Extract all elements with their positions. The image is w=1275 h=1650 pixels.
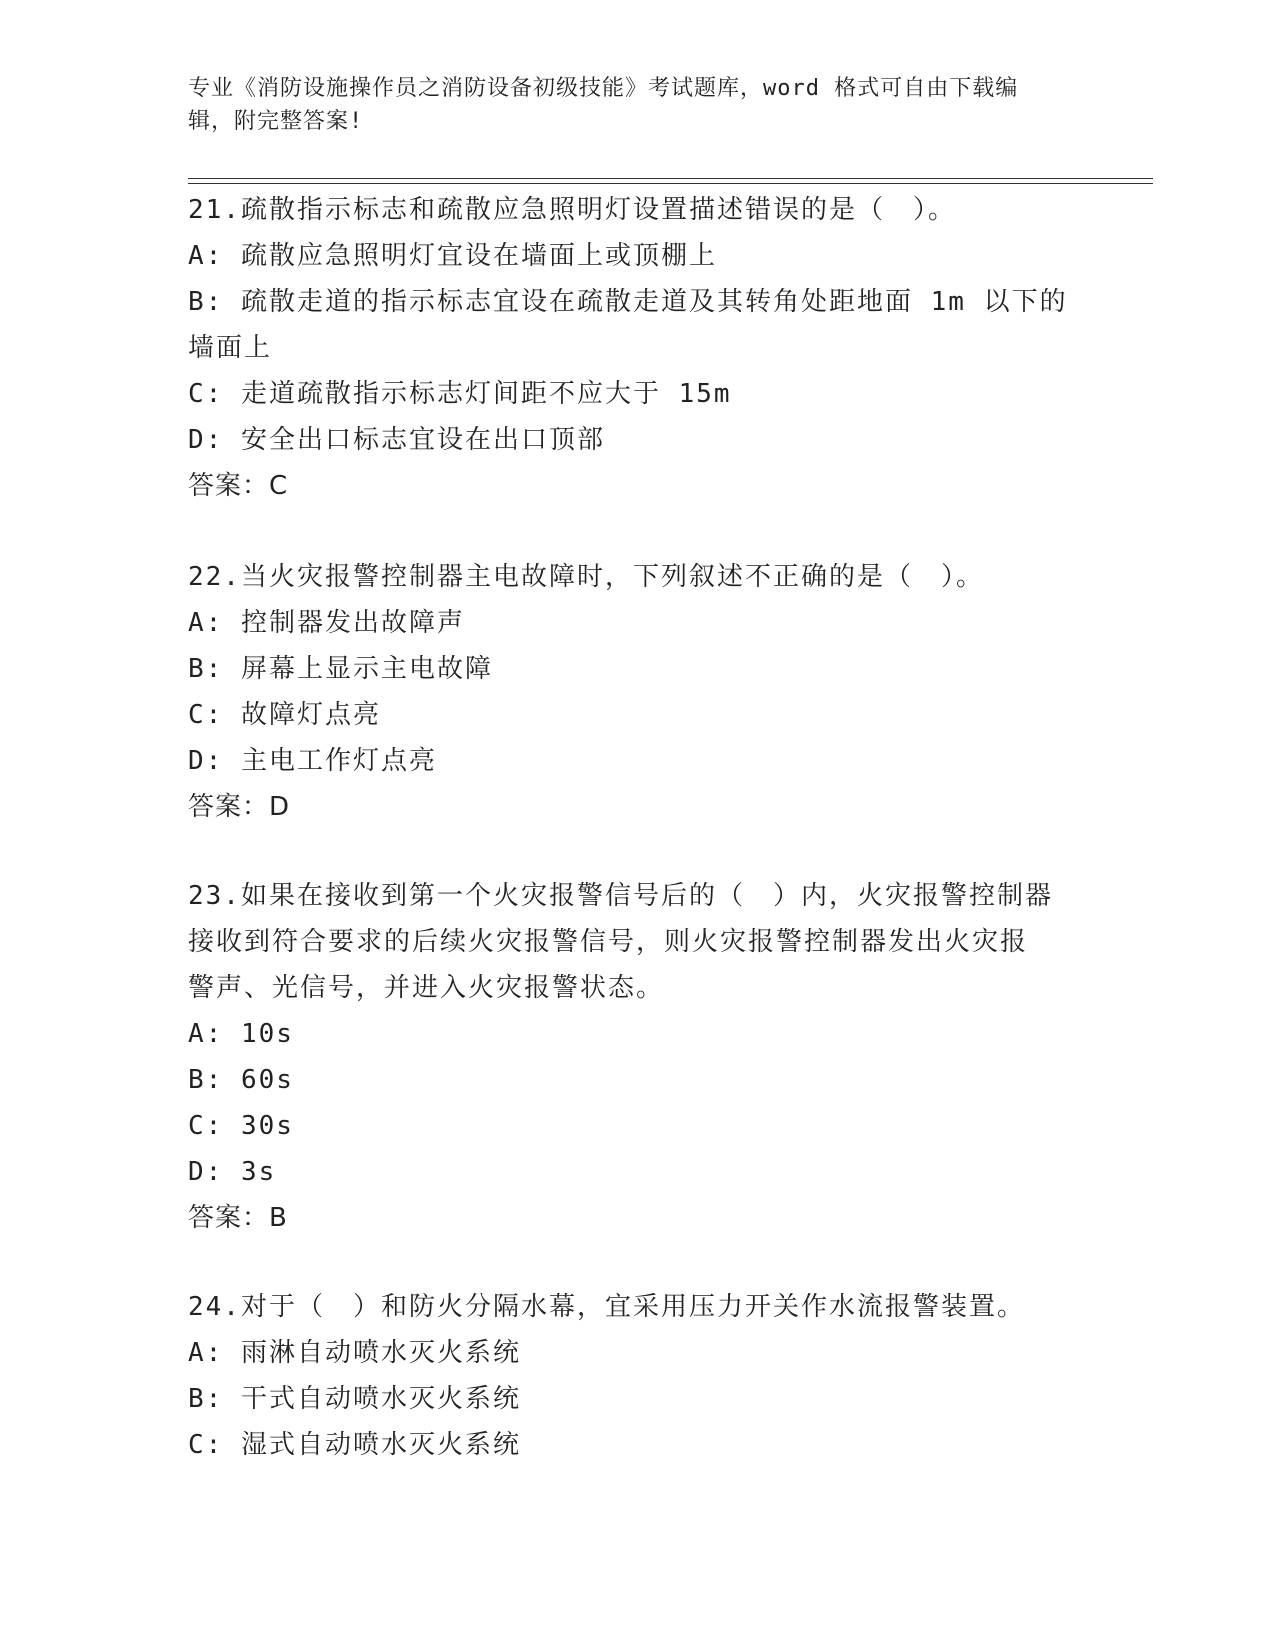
- option-d: D: 3s: [188, 1157, 277, 1187]
- answer: 答案：C: [188, 471, 289, 501]
- option-b-continued: 墙面上: [188, 333, 273, 363]
- question-stem: 24.对于（ ）和防火分隔水幕，宜采用压力开关作水流报警装置。: [188, 1292, 1025, 1322]
- header-divider-top: [188, 178, 1153, 179]
- option-a: A: 疏散应急照明灯宜设在墙面上或顶棚上: [188, 241, 717, 271]
- header-divider-bottom: [188, 183, 1153, 184]
- question-stem: 21.疏散指示标志和疏散应急照明灯设置描述错误的是（ ）。: [188, 195, 956, 225]
- option-d: D: 主电工作灯点亮: [188, 746, 437, 776]
- question-24: [188, 1284, 1088, 1468]
- option-a: A: 控制器发出故障声: [188, 608, 465, 638]
- document-header: [188, 72, 1068, 138]
- answer: 答案：B: [188, 1203, 288, 1233]
- option-b: B: 干式自动喷水灭火系统: [188, 1384, 521, 1414]
- question-21: [188, 187, 1088, 509]
- option-c: C: 湿式自动喷水灭火系统: [188, 1430, 521, 1460]
- option-b: B: 疏散走道的指示标志宜设在疏散走道及其转角处距地面 1m 以下的: [188, 287, 1068, 317]
- option-b: B: 60s: [188, 1065, 294, 1095]
- question-stem-line-3: 警声、光信号，并进入火灾报警状态。: [188, 973, 665, 1003]
- option-c: C: 走道疏散指示标志灯间距不应大于 15m: [188, 379, 732, 409]
- option-c: C: 30s: [188, 1111, 294, 1141]
- option-c: C: 故障灯点亮: [188, 700, 381, 730]
- option-b: B: 屏幕上显示主电故障: [188, 654, 493, 684]
- header-line-1: 专业《消防设施操作员之消防设备初级技能》考试题库，word 格式可自由下载编: [188, 76, 1019, 101]
- option-a: A: 雨淋自动喷水灭火系统: [188, 1338, 521, 1368]
- answer: 答案：D: [188, 792, 291, 822]
- option-d: D: 安全出口标志宜设在出口顶部: [188, 425, 605, 455]
- question-stem-line-2: 接收到符合要求的后续火灾报警信号，则火灾报警控制器发出火灾报: [188, 927, 1029, 957]
- question-23: [188, 873, 1088, 1241]
- question-stem-line-1: 23.如果在接收到第一个火灾报警信号后的（ ）内，火灾报警控制器: [188, 881, 1053, 911]
- question-stem: 22.当火灾报警控制器主电故障时，下列叙述不正确的是（ ）。: [188, 562, 984, 592]
- option-a: A: 10s: [188, 1019, 294, 1049]
- header-line-2: 辑，附完整答案!: [188, 109, 364, 134]
- question-22: [188, 554, 1088, 830]
